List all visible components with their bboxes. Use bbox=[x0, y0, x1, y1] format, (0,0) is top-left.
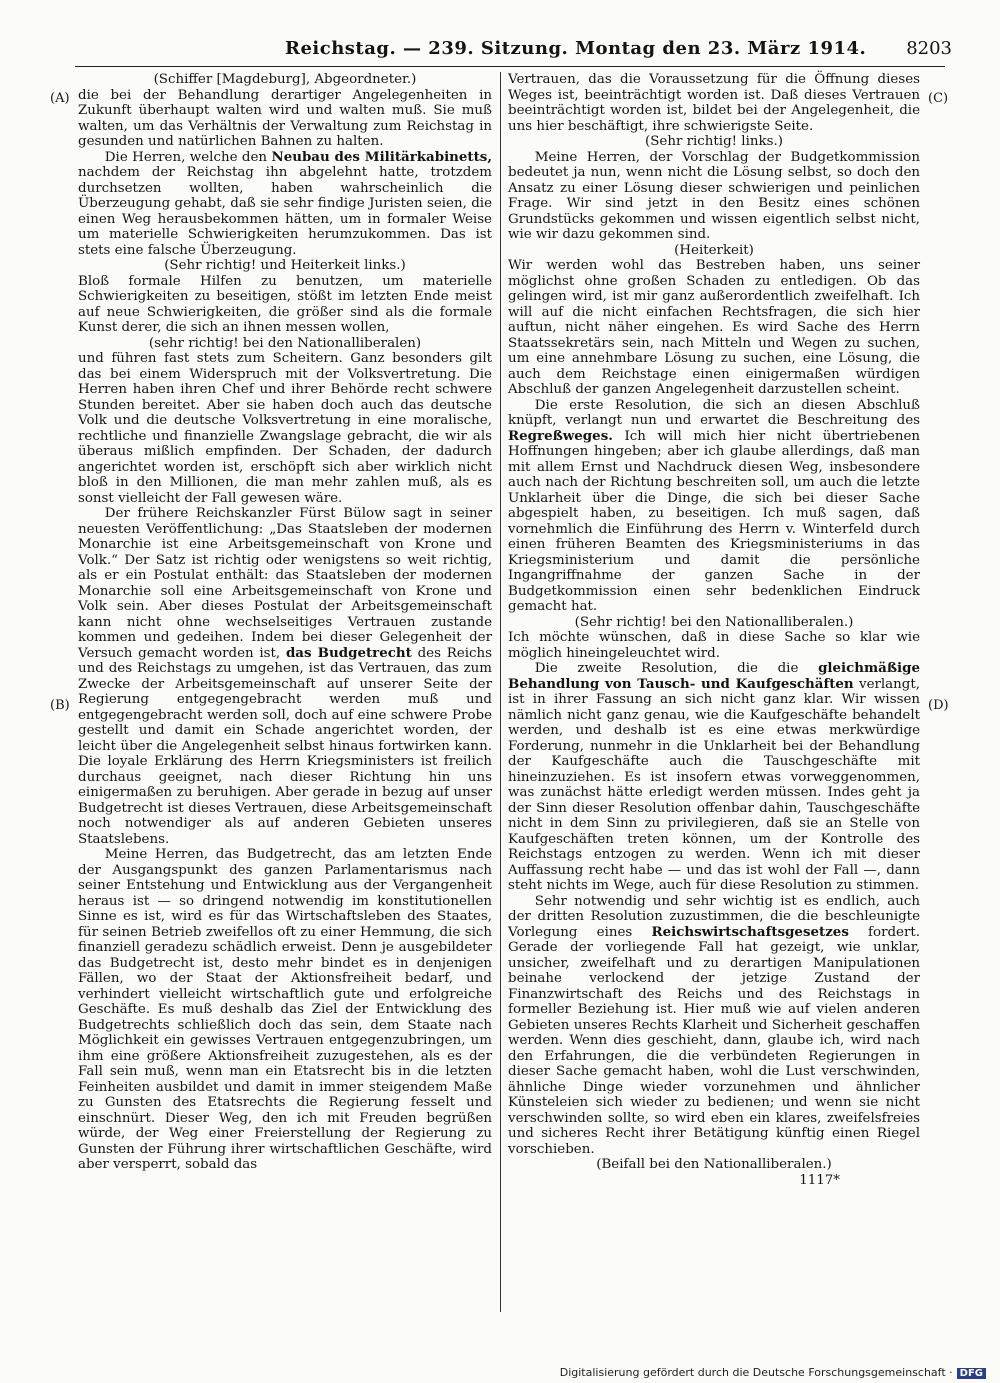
interjection: (Beifall bei den Nationalliberalen.) bbox=[596, 1157, 832, 1172]
margin-mark-d: (D) bbox=[928, 698, 949, 713]
emphasis: Regreßweges. bbox=[508, 427, 613, 444]
margin-mark-a: (A) bbox=[50, 91, 70, 106]
right-column bbox=[508, 72, 920, 1188]
paragraph: Ich möchte wünschen, daß in diese Sache so klar wie möglich hineingeleuchtet wird. bbox=[508, 630, 920, 661]
paragraph: die bei der Behandlung derartiger Angelegenheiten in Zukunft überhaupt walten wird und walten muß. Sie muß walten, um das Verhältnis der Verwaltung zum Reichstag in gesunden und natürlichen Bahnen zu halten. bbox=[78, 87, 492, 149]
interjection: (Sehr richtig! bei den Nationalliberalen.) bbox=[574, 614, 854, 630]
paragraph: Bloß formale Hilfen zu benutzen, um materielle Schwierigkeiten zu beseitigen, stößt im letzten Ende meist auf neue Schwierigkeiten, die größer sind als die formale Kunst derer, die sich an ihnen messen wollen, bbox=[78, 273, 492, 335]
header-rule bbox=[75, 66, 945, 67]
paragraph: Die erste Resolution, die sich an diesen Abschluß knüpft, verlangt nun und erwartet die Beschreitung des Regreßweges. Ich will mich hier nicht übertriebenen Hoffnungen hingeben; aber ich glaube allerdings, daß man mit allem Ernst und Nachdruck diesen Weg, insbesondere auch nach der Richtung beschreiten soll, um auch die letzte Unklarheit über die Dinge, die sich bei dieser Sache abgespielt haben, zu beseitigen. Ich muß sagen, daß vornehmlich die Einführung des Herrn v. Winterfeld durch einen früheren Beamten des Kriegsministeriums in das Kriegsministerium und damit die persönliche Ingangriffnahme der ganzen Sache in der Budgetkommission einen sehr bedenklichen Eindruck gemacht hat. bbox=[508, 397, 920, 614]
emphasis: Neubau des Militärkabinetts, bbox=[271, 148, 493, 165]
signature-mark: 1117* bbox=[799, 1172, 840, 1188]
paragraph: Vertrauen, das die Voraussetzung für die Öffnung dieses Weges ist, beeinträchtigt worden ist. Daß dieses Vertrauen beeinträchtigt worden ist, bildet bei der Angelegenheit, die uns hier beschäftigt, ihre schwierigste Seite. bbox=[508, 72, 920, 134]
paragraph: Wir werden wohl das Bestreben haben, uns seiner möglichst ohne großen Schaden zu entledigen. Ob das gelingen wird, ist mir ganz außerordentlich zweifelhaft. Ich will auf die nicht einfachen Rechtsfragen, die sich hier auftun, nicht näher eingehen. Es wird Sache des Herrn Staatssekretärs sein, nach Mitteln und Wegen zu suchen, um eine annehmbare Lösung zu suchen, eine Lösung, die auch dem Reichstage einen einigermaßen würdigen Abschluß der ganzen Angelegenheit darzustellen scheint. bbox=[508, 258, 920, 397]
paragraph: Die Herren, welche den Neubau des Militärkabinetts, nachdem der Reichstag ihn abgelehnt hatte, trotzdem durchsetzen wollten, haben wahrscheinlich die Überzeugung gehabt, daß sie sehr findige Juristen seien, die einen Weg herausbekommen hätten, um in formaler Weise um materielle Schwierigkeiten herumzukommen. Das ist stets eine falsche Überzeugung. bbox=[78, 148, 493, 258]
interjection: (Heiterkeit) bbox=[674, 242, 754, 258]
paragraph: Sehr notwendig und sehr wichtig ist es endlich, auch der dritten Resolution zuzustimmen, die die beschleunigte Vorlegung eines Reichswirtschaftsgesetzes fordert. Gerade der vorliegende Fall hat gezeigt, wie unklar, unsicher, zweifelhaft und zu derartigen Manipulationen beinahe verlockend der jetzige Zustand der Finanzwirtschaft des Reichs und des Reichstags in formeller Beziehung ist. Hier muß wie auf vielen anderen Gebieten unseres Rechts Klarheit und Sicherheit geschaffen werden. Wenn dies geschieht, dann, glaube ich, wird nach den Erfahrungen, die die verbündeten Regierungen in dieser Sache gemacht haben, wohl die Lust verschwinden, ähnliche Dinge wieder vorzunehmen und ähnlicher Künsteleien sich wieder zu bedienen; und wenn sie nicht verschwinden sollte, so wird eben ein klares, zweifelsfreies und sicheres Recht ihrer Betätigung künftig einen Riegel vorschieben. bbox=[508, 893, 921, 1157]
emphasis: gleichmäßige Behandlung von Tausch- und Kaufgeschäften bbox=[508, 660, 920, 692]
margin-mark-c: (C) bbox=[928, 91, 949, 106]
speaker-line: (Schiffer [Magdeburg], Abgeordneter.) bbox=[153, 72, 417, 87]
column-divider bbox=[500, 72, 501, 1312]
paragraph: und führen fast stets zum Scheitern. Ganz besonders gilt das bei einem Widerspruch mit der Volksvertretung. Die Herren haben ihren Chef und ihrer Behörde recht schwere Stunden bereitet. Aber sie haben doch auch das deutsche Volk und die deutsche Volksvertretung in eine moralische, rechtliche und finanzielle Zwangslage gebracht, die wir als überaus mißlich empfinden. Der Schaden, der dadurch angerichtet worden ist, erschöpft sich aber wirklich nicht bloß in den Millionen, die man mehr zahlen muß, als es sonst vielleicht der Fall gewesen wäre. bbox=[78, 351, 492, 506]
paragraph: Meine Herren, der Vorschlag der Budgetkommission bedeutet ja nun, wenn nicht die Lösung selbst, so doch den Ansatz zu einer Lösung dieser schwierigen und peinlichen Frage. Wir sind jetzt in den Besitz eines schönen Grundstücks gekommen und wissen eigentlich selbst nicht, wie wir dazu gekommen sind. bbox=[508, 149, 920, 242]
paragraph: Der frühere Reichskanzler Fürst Bülow sagt in seiner neuesten Veröffentlichung: „Das Staatsleben der modernen Monarchie ist eine Arbeitsgemeinschaft von Krone und Volk.“ Der Satz ist richtig oder wenigstens so weit richtig, als er ein Postulat enthält: das Staatsleben der modernen Monarchie soll eine Arbeitsgemeinschaft von Krone und Volk sein. Aber dieses Postulat der Arbeitsgemeinschaft kann nicht ohne wechselseitiges Vertrauen zustande kommen und gedeihen. Indem bei dieser Gelegenheit der Versuch gemacht worden ist, das Budgetrecht des Reichs und des Reichstags zu umgehen, ist das Vertrauen, das zum Zwecke der Arbeitsgemeinschaft auf unserer Seite der Regierung entgegengebracht werden muß und entgegengebracht werden soll, doch auf eine schwere Probe gestellt und damit ein Schade angerichtet worden, der leicht über die Angelegenheit selbst hinaus fortwirken kann. Die loyale Erklärung des Herrn Kriegsministers ist freilich durchaus geeignet, nach dieser Richtung hin uns einigermaßen zu beruhigen. Aber gerade in bezug auf unser Budgetrecht ist dieses Vertrauen, diese Arbeitsgemeinschaft noch notwendiger als auf anderen Gebieten unseres Staatslebens. bbox=[78, 506, 492, 847]
page-number: 8203 bbox=[906, 38, 952, 59]
footer-text: Digitalisierung gefördert durch die Deutsche Forschungsgemeinschaft · bbox=[559, 1366, 953, 1379]
footer-credit bbox=[560, 1366, 986, 1379]
dfg-logo: DFG bbox=[957, 1368, 986, 1379]
margin-mark-b: (B) bbox=[50, 698, 70, 713]
paragraph: Die zweite Resolution, die die gleichmäßige Behandlung von Tausch- und Kaufgeschäften verlangt, ist in ihrer Fassung an sich nicht ganz klar. Wir wissen nämlich nicht ganz genau, wie die Kaufgeschäfte behandelt werden, und deshalb ist es eine etwas merkwürdige Forderung, nunmehr in die Unklarheit bei der Behandlung der Kaufgeschäfte auch die Tauschgeschäfte mit hineinzuziehen. Es ist insofern etwas vorweggenommen, was zunächst hätte erledigt werden müssen. Indes geht ja der Sinn dieser Resolution offenbar dahin, Tauschgeschäfte nicht in dem Sinn zu privilegieren, daß sie an Stelle von Kaufgeschäften treten können, um der Kontrolle des Reichstags entzogen zu werden. Wenn ich mit dieser Auffassung recht habe — und das ist wohl der Fall —, dann steht nichts im Wege, auch für diese Resolution zu stimmen. bbox=[508, 660, 920, 893]
emphasis: das Budgetrecht bbox=[285, 644, 412, 661]
left-column bbox=[78, 72, 492, 1173]
running-title: Reichstag. — 239. Sitzung. Montag den 23. März 1914. bbox=[285, 38, 867, 59]
emphasis: Reichswirtschaftsgesetzes bbox=[651, 923, 849, 940]
interjection: (sehr richtig! bei den Nationalliberalen) bbox=[148, 335, 422, 351]
interjection: (Sehr richtig! links.) bbox=[645, 134, 783, 149]
paragraph: Meine Herren, das Budgetrecht, das am letzten Ende der Ausgangspunkt des ganzen Parlamentarismus nach seiner Entstehung und Entwicklung aus der Vergangenheit heraus ist — so dringend notwendig im konstitutionellen Sinne es ist, wird es für das Wirtschaftsleben des Staates, für seinen Betrieb zweifellos oft zu einer Hemmung, die sich finanziell geradezu schädlich erweist. Denn je ausgebildeter das Budgetrecht ist, desto mehr bindet es in denjenigen Fällen, wo der Staat der Aktionsfreiheit bedarf, und verhindert vielleicht wirtschaftlich gute und erfolgreiche Geschäfte. Es muß deshalb das Ziel der Entwicklung des Budgetrechts schließlich doch das sein, dem Staate nach Möglichkeit ein gewisses Vertrauen entgegenzubringen, um ihm eine größere Aktionsfreiheit zuzugestehen, als es der Fall sein muß, wenn man ein Etatsrecht bis in die letzten Feinheiten ausbildet und damit in immer steigendem Maße zu Gunsten des Etatsrechts die Regierung fesselt und einschnürt. Dieser Weg, den ich mit Freuden begrüßen würde, der Weg einer Freierstellung der Regierung zu Gunsten der Führung ihrer wirtschaftlichen Geschäfte, wird aber versperrt, sobald das bbox=[78, 847, 492, 1172]
interjection: (Sehr richtig! und Heiterkeit links.) bbox=[164, 258, 406, 273]
page-header bbox=[0, 38, 1000, 66]
